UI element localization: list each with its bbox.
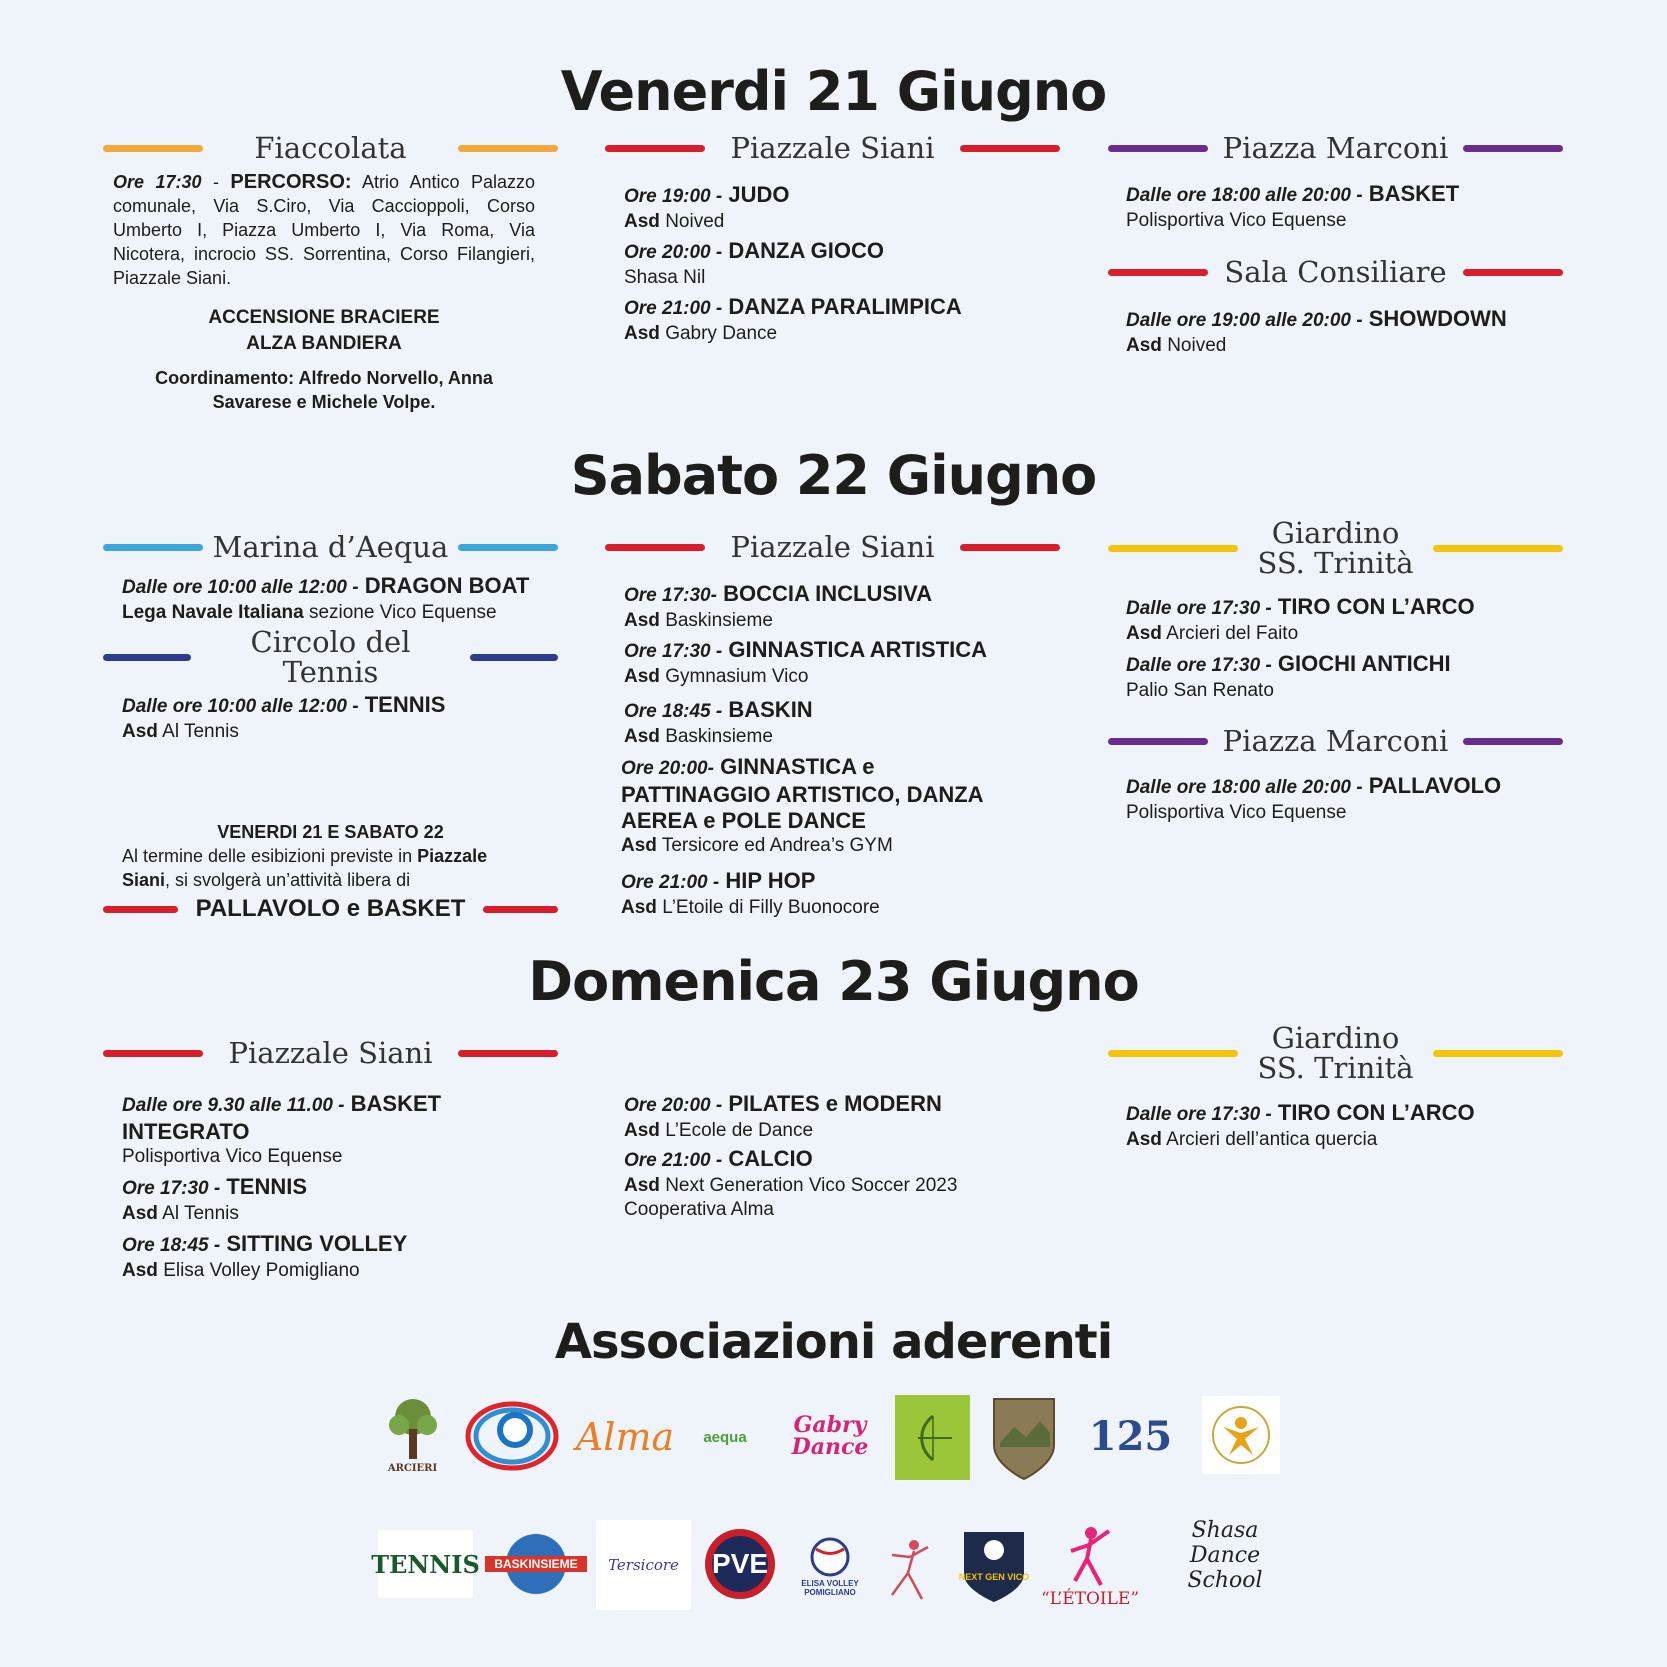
event-sat-boccia: Ore 17:30- BOCCIA INCLUSIVA Asd Baskinsieme — [624, 581, 933, 631]
logo-al-tennis: TENNIS — [378, 1530, 473, 1598]
associations-title: Associazioni aderenti — [554, 1314, 1113, 1370]
venue-header-sala-consiliare: Sala Consiliare — [1108, 252, 1563, 292]
event-fri-danza-paralimpica: Ore 21:00 - DANZA PARALIMPICA Asd Gabry Dance — [624, 294, 962, 344]
figure-icon — [1209, 1403, 1273, 1467]
shield-icon — [990, 1393, 1058, 1483]
free-activity-note: VENERDI 21 E SABATO 22 Al termine delle esibizioni previste in Piazzale Siani, si svolgerà un’attività libera di — [122, 822, 488, 890]
event-fri-judo: Ore 19:00 - JUDO Asd Noived — [624, 182, 790, 232]
tree-icon — [383, 1397, 443, 1463]
logo-125-anniversario: 125 — [1088, 1412, 1173, 1460]
logo-aequa-trailrunning: aequa — [703, 1428, 747, 1446]
logo-elisa-volley: ELISA VOLLEY POMIGLIANO — [790, 1528, 870, 1604]
logo-next-gen-vico-soccer: NEXT GEN VICO — [958, 1528, 1030, 1604]
logo-alma-cooperativa: Alma — [575, 1415, 675, 1459]
fiaccolata-ceremony: ACCENSIONE BRACIERE ALZA BANDIERA — [208, 307, 440, 354]
day-title-saturday: Sabato 22 Giugno — [570, 444, 1097, 507]
event-sun-sitting-volley: Ore 18:45 - SITTING VOLLEY Asd Elisa Volley Pomigliano — [122, 1231, 408, 1281]
event-fri-basket: Dalle ore 18:00 alle 20:00 - BASKET Polisportiva Vico Equense — [1126, 181, 1460, 231]
logo-polisportiva-vico — [1202, 1396, 1280, 1474]
event-sun-calcio: Ore 21:00 - CALCIO Asd Next Generation Vico Soccer 2023 Cooperativa Alma — [624, 1146, 958, 1220]
event-sat-baskin: Ore 18:45 - BASKIN Asd Baskinsieme — [624, 697, 813, 747]
event-sat-tennis: Dalle ore 10:00 alle 12:00 - TENNIS Asd Al Tennis — [122, 692, 446, 742]
event-sun-tennis: Ore 17:30 - TENNIS Asd Al Tennis — [122, 1174, 308, 1224]
logo-gabry-dance: Gabry Dance — [791, 1412, 869, 1460]
event-sat-hip-hop: Ore 21:00 - HIP HOP Asd L’Etoile di Filly Buonocore — [621, 868, 880, 918]
logo-baskinsieme: BASKINSIEME — [485, 1532, 587, 1596]
logo-arcieri-antica-quercia: ARCIERI — [375, 1388, 450, 1483]
event-sat-dragon-boat: Dalle ore 10:00 alle 12:00 - DRAGON BOAT Lega Navale Italiana sezione Vico Equense — [122, 573, 530, 623]
venue-header-piazzale-siani-sat: Piazzale Siani — [605, 527, 1060, 567]
fiaccolata-coordination: Coordinamento: Alfredo Norvello, Anna Savarese e Michele Volpe. — [155, 368, 493, 412]
logo-palio-san-renato — [990, 1393, 1058, 1483]
event-sun-pilates: Ore 20:00 - PILATES e MODERN Asd L’Ecole de Dance — [624, 1091, 942, 1141]
event-sun-tiro-arco: Dalle ore 17:30 - TIRO CON L’ARCO Asd Arcieri dell’antica quercia — [1126, 1100, 1475, 1150]
day-title-sunday: Domenica 23 Giugno — [528, 950, 1139, 1013]
logo-ecole-de-dance — [870, 1528, 945, 1608]
logo-shasa-dance-school: Shasa Dance School — [1187, 1517, 1263, 1593]
venue-header-piazzale-siani: Piazzale Siani — [605, 128, 1060, 168]
logo-arcieri-faito — [895, 1395, 970, 1480]
day-title-friday: Venerdi 21 Giugno — [560, 60, 1107, 123]
dancer-icon — [1065, 1523, 1115, 1589]
venue-header-giardino-sun: Giardino SS. Trinità — [1108, 1023, 1563, 1083]
venue-header-giardino-sat: Giardino SS. Trinità — [1108, 518, 1563, 578]
venue-bar — [458, 145, 558, 152]
event-sat-ginnastica: Ore 17:30 - GINNASTICA ARTISTICA Asd Gymnasium Vico — [624, 637, 988, 687]
venue-header-piazza-marconi-sat: Piazza Marconi — [1108, 721, 1563, 761]
event-fri-danza-gioco: Ore 20:00 - DANZA GIOCO Shasa Nil — [624, 238, 884, 288]
dancer-icon — [878, 1533, 938, 1603]
logo-pve: PVE — [703, 1527, 777, 1601]
event-fri-showdown: Dalle ore 19:00 alle 20:00 - SHOWDOWN Asd Noived — [1126, 306, 1507, 356]
volleyball-icon — [810, 1535, 850, 1579]
venue-header-fiaccolata: Fiaccolata — [103, 128, 558, 168]
logo-napoli-paralimpico — [465, 1400, 560, 1472]
event-sat-pallavolo: Dalle ore 18:00 alle 20:00 - PALLAVOLO Polisportiva Vico Equense — [1126, 773, 1502, 823]
venue-header-circolo-tennis: Circolo del Tennis — [103, 637, 558, 677]
venue-header-piazzale-siani-sun: Piazzale Siani — [103, 1033, 558, 1073]
logo-tersicore: Tersicore — [596, 1520, 691, 1610]
event-sat-pattinaggio: Ore 20:00- GINNASTICA e PATTINAGGIO ARTISTICO, DANZA AEREA e POLE DANCE Asd Tersicore ed Andrea’s GYM — [621, 754, 983, 856]
event-sat-tiro-arco: Dalle ore 17:30 - TIRO CON L’ARCO Asd Arcieri del Faito — [1126, 594, 1475, 644]
logo-letoile: “L’ÉTOILE” — [1040, 1520, 1140, 1612]
event-sat-giochi-antichi: Dalle ore 17:30 - GIOCHI ANTICHI Palio San Renato — [1126, 651, 1451, 701]
event-sun-basket-integrato: Dalle ore 9.30 alle 11.00 - BASKET INTEGRATO Polisportiva Vico Equense — [122, 1091, 442, 1167]
archer-icon — [908, 1408, 958, 1468]
free-activity-footer: PALLAVOLO e BASKET — [103, 889, 558, 929]
venue-bar — [103, 145, 203, 152]
fiaccolata-route: Ore 17:30 - PERCORSO: Atrio Antico Palazzo comunale, Via S.Ciro, Via Caccioppoli, Corso Umberto I, Piazza Umberto I, Via Roma, Via Nicotera, incrocio SS. Sorrentina, Corso Filangieri, Piazzale Siani. — [113, 171, 536, 288]
venue-header-marina-daequa: Marina d’Aequa — [103, 527, 558, 567]
venue-header-piazza-marconi: Piazza Marconi — [1108, 128, 1563, 168]
